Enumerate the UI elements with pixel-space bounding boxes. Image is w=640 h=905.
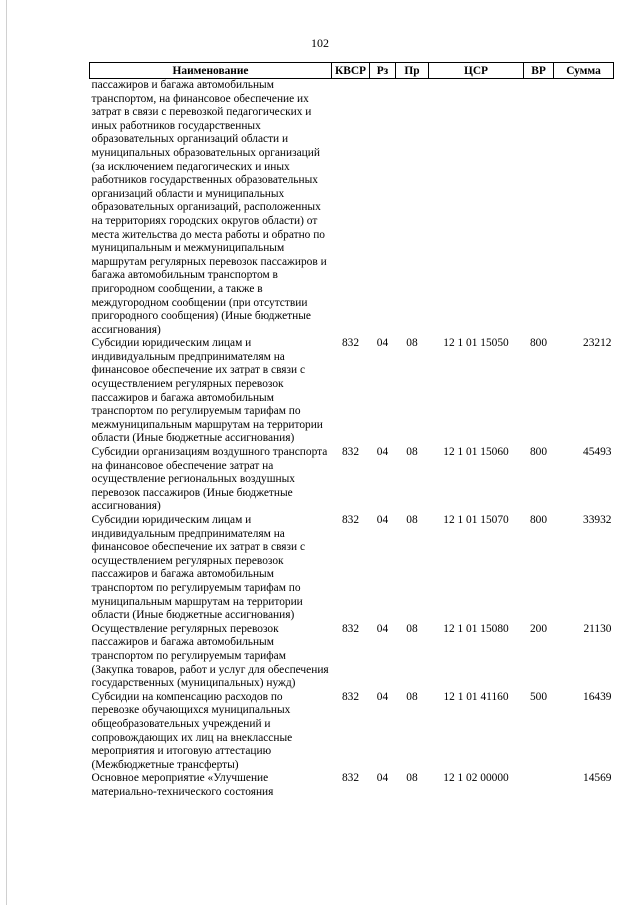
scan-edge <box>6 0 7 905</box>
header-kvsr: КВСР <box>332 63 370 79</box>
row-kvsr: 832 <box>341 337 360 350</box>
table-row <box>90 772 614 799</box>
row-rz: 04 <box>376 446 389 459</box>
row-sum: 14569 <box>583 772 612 785</box>
table-row <box>90 514 614 623</box>
row-rz: 04 <box>376 514 389 526</box>
row-vr: 500 <box>529 690 548 703</box>
row-sum <box>554 79 614 338</box>
row-rz: 04 <box>376 337 389 350</box>
header-name: Наименование <box>90 63 332 79</box>
row-csr: 12 1 01 15050 <box>443 337 509 350</box>
header-vr: ВР <box>524 63 554 79</box>
table-row <box>90 691 614 773</box>
row-name: Субсидии юридическим лицам и индивидуальным предпринимателям на финансовое обеспечение их затрат в связи с осуществлением регулярных перевозок пассажиров и багажа автомобильным транспортом по регулируемым тарифам по муниципальным маршрутам на территории области (Иные бюджетные ассигнования) <box>91 514 306 622</box>
row-csr: 12 1 02 00000 <box>443 772 509 785</box>
header-csr: ЦСР <box>429 63 524 79</box>
budget-table <box>89 62 614 799</box>
row-vr <box>524 772 554 799</box>
row-pr: 08 <box>406 690 418 703</box>
row-vr: 200 <box>529 622 548 635</box>
row-csr <box>429 79 524 338</box>
row-kvsr: 832 <box>341 690 360 703</box>
page-number: 102 <box>311 36 329 50</box>
row-vr: 800 <box>529 514 548 526</box>
table-row <box>90 79 614 338</box>
row-name: Субсидии организациям воздушного транспорта на финансовое обеспечение затрат на осуществление региональных воздушных перевозок пассажиров (Иные бюджетные ассигнования) <box>91 446 328 513</box>
row-pr: 08 <box>406 772 418 785</box>
row-vr: 800 <box>529 446 548 459</box>
row-sum: 16439 <box>583 690 612 703</box>
row-kvsr: 832 <box>341 514 360 526</box>
row-pr <box>396 79 429 338</box>
row-rz: 04 <box>376 772 389 785</box>
row-csr: 12 1 01 15060 <box>443 446 509 459</box>
row-kvsr <box>332 79 370 338</box>
row-rz <box>370 79 396 338</box>
row-pr: 08 <box>406 514 418 526</box>
row-name: Осуществление регулярных перевозок пассажиров и багажа автомобильным транспортом по регулируемым тарифам (Закупка товаров, работ и услуг для обеспечения государственных (муниципальных) нужд) <box>91 622 329 690</box>
table-row <box>90 337 614 446</box>
row-name: пассажиров и багажа автомобильным транспортом, на финансовое обеспечение их затрат в связи с перевозкой педагогических и иных работников государственных образовательных организаций области и муниципальных образовательных организаций (за исключением педагогических и иных работников государственных образовательных организаций области и муниципальных образовательных организаций, расположенных на территориях городских округов области) от места жительства до места работы и обратно по муниципальным и межмуниципальным маршрутам регулярных перевозок пассажиров и багажа автомобильным транспортом в пригородном сообщении, а также в междугородном сообщении (при отсутствии пригородного сообщения) (Иные бюджетные ассигнования) <box>91 79 327 336</box>
row-pr: 08 <box>406 337 418 350</box>
header-pr: Пр <box>396 63 429 79</box>
row-vr: 800 <box>529 337 548 350</box>
row-sum: 23212 <box>583 337 612 350</box>
row-name: Основное мероприятие «Улучшение материально-технического состояния <box>91 772 274 798</box>
row-sum: 45493 <box>583 446 612 459</box>
table-row <box>90 623 614 691</box>
row-sum: 33932 <box>583 514 612 526</box>
header-rz: Рз <box>370 63 396 79</box>
row-pr: 08 <box>406 622 418 635</box>
row-kvsr: 832 <box>341 446 360 459</box>
row-name: Субсидии юридическим лицам и индивидуальным предпринимателям на финансовое обеспечение их затрат в связи с осуществлением регулярных перевозок пассажиров и багажа автомобильным транспортом по регулируемым тарифам по межмуниципальным маршрутам на территории области (Иные бюджетные ассигнования) <box>91 337 323 445</box>
row-kvsr: 832 <box>341 772 360 785</box>
row-sum: 21130 <box>583 622 612 635</box>
table-header-row <box>90 63 614 79</box>
row-vr <box>524 79 554 338</box>
row-rz: 04 <box>376 690 389 703</box>
table-row <box>90 446 614 514</box>
row-kvsr: 832 <box>341 622 360 635</box>
header-sum: Сумма <box>554 63 614 79</box>
row-csr: 12 1 01 15070 <box>443 514 509 526</box>
row-rz: 04 <box>376 622 389 635</box>
row-pr: 08 <box>406 446 418 459</box>
row-name: Субсидии на компенсацию расходов по перевозке обучающихся муниципальных общеобразовательных учреждений и сопровождающих их лиц на внеклассные мероприятия и итоговую аттестацию (Межбюджетные трансферты) <box>91 690 293 771</box>
row-csr: 12 1 01 41160 <box>443 690 509 703</box>
row-csr: 12 1 01 15080 <box>443 622 509 635</box>
